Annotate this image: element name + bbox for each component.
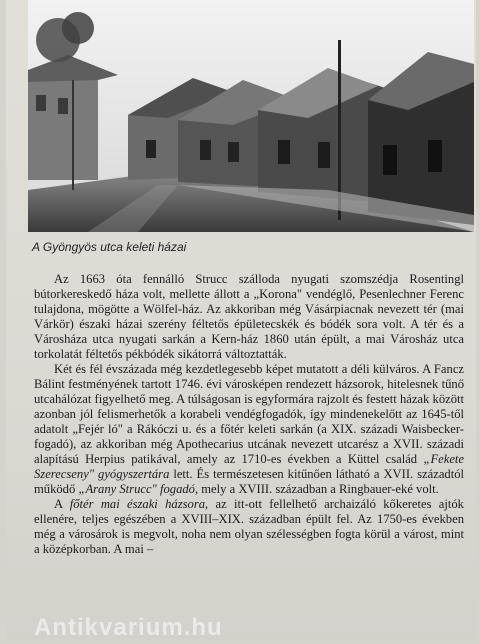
italic-run: főtér mai északi házsora — [69, 497, 206, 511]
text-run: , az itt-ott fellelhető archaizáló kőkeretes ajtók ellenére, teljes egészében a XVIII–XIX. században épült fel. Az 1750-es években még a városárok is megvolt, noha nem olyan szélességben fogta körül a várost, mint a középkorban. A mai – — [34, 497, 464, 556]
book-page — [6, 0, 476, 640]
text-run: Két és fél évszázada még kezdetlegesebb képet mutatott a déli külváros. A Fancz Bálint festményének tartott 1746. évi városképen rendezett házsorok, hitelesnek tűnő utcahálózat figyelhető meg. A túlságosan is egyformára rajzolt és festett házak között azonban jól felismerhetők a korabeli vendégfogadók, így mindenekelőtt az 1645-től adatolt „Fejér ló" a Rákóczi u. és a főtér keleti sarkán (a XIX. századi Waisbecker-fogadó), az akkoriban még Apothecarius utcának nevezett utcarész a XVII. századi alapítású Herpius patikával, amely az 1710-es években a Küttel család — [34, 362, 464, 466]
paragraph-3 — [34, 497, 464, 557]
watermark: Antikvarium.hu — [34, 614, 223, 641]
paragraph-1 — [34, 272, 464, 362]
text-run: , mely a XVIII. században a Ringbauer-eké volt. — [194, 482, 439, 496]
text-run: Az 1663 óta fennálló Strucc szálloda nyugati szomszédja Rosentingl bútorkereskedő háza volt, mellette állott a „Korona" vendéglő, Pesenlechner Ferenc tulajdona, mögötte a Wölfel-ház. Az akkoriban még Vásárpiacnak nevezett tér (mai Várkör) északi házai szerény féltetős épületecskék és bódék sora volt. A tér és a Városháza utca nyugati sarkán a Kern-ház 1860 után épült, a mai Városház utca torkolatát féltetős pékbódék sikátorrá változtatták. — [34, 272, 464, 361]
text-run: lett. És természetesen kitűnően látható a XVII. századtól működő — [34, 467, 464, 496]
paragraph-2 — [34, 362, 464, 497]
text-run: A — [54, 497, 70, 511]
italic-run: „Fekete Szerecseny" gyógyszertára — [34, 452, 464, 481]
italic-run: „Arany Strucc" fogadó — [78, 482, 195, 496]
street-photo — [28, 0, 474, 232]
photo-caption: A Gyöngyös utca keleti házai — [32, 240, 187, 254]
body-text — [34, 272, 464, 557]
street-photo-illustration — [28, 0, 474, 232]
